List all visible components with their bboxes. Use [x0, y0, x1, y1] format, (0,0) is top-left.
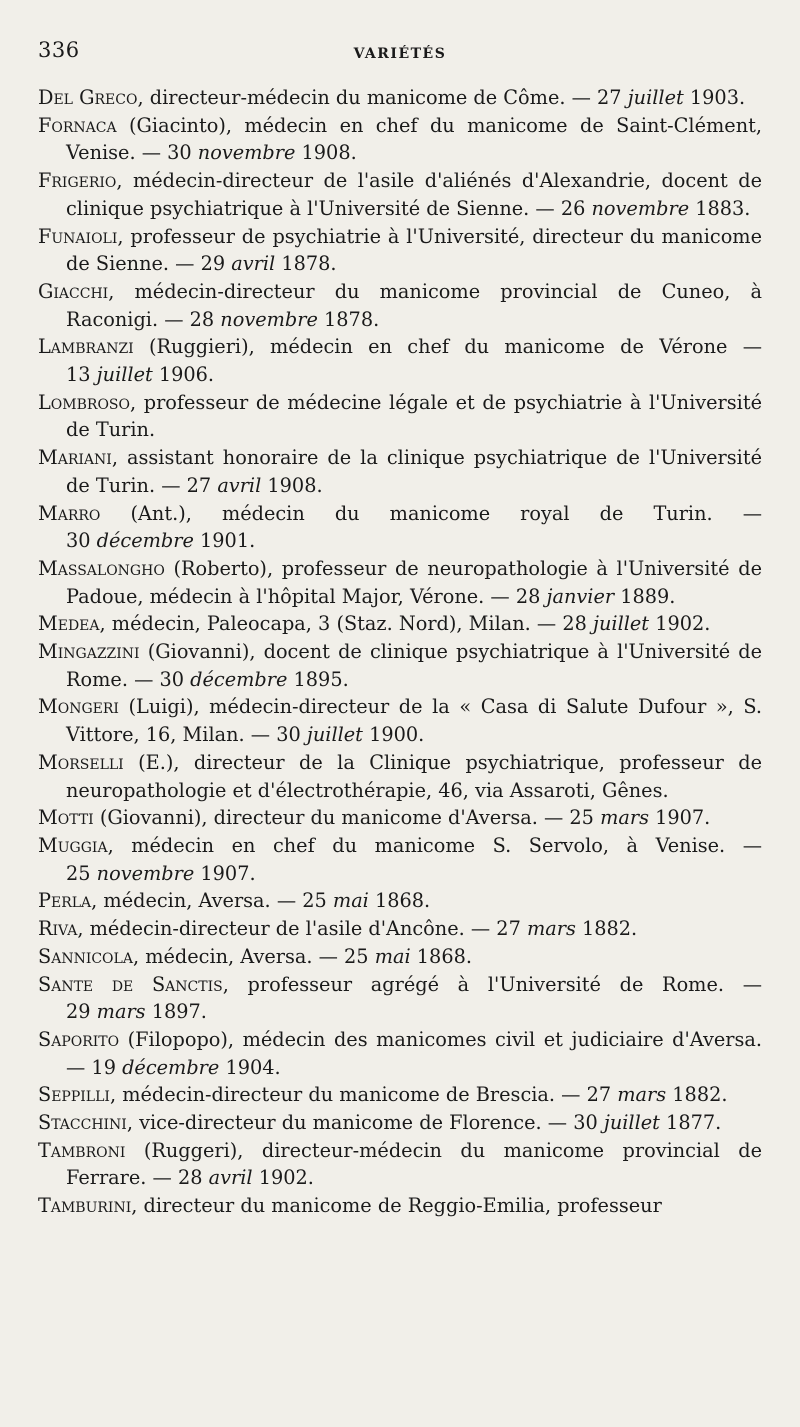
entry-date	[91, 1056, 280, 1079]
entry-date-month: juillet	[593, 612, 650, 636]
entry-date-day: 28	[515, 584, 547, 608]
list-item	[38, 693, 762, 748]
entry-date	[561, 197, 751, 220]
entry-date-month: juillet	[306, 723, 363, 747]
entry-date-day: 30	[66, 529, 97, 553]
entry-date-year: 1868.	[368, 889, 431, 913]
entry-date-day: 25	[569, 806, 601, 830]
entry-text: (Giovanni), directeur du manicome d'Aversa. —	[93, 806, 570, 830]
list-item	[38, 1192, 762, 1220]
entry-date-day: 30	[276, 723, 307, 747]
entry-text: , médecin-directeur de l'asile d'aliénés d'Alexandrie, docent de clinique psychiatrique à l'Université de Sienne. —	[66, 169, 762, 220]
entry-text: , professeur de psychiatrie à l'Université, directeur du manicome de Sienne. —	[66, 224, 762, 276]
entry-text: (Giacinto), médecin en chef du manicome de Saint-Clément, Venise. —	[66, 113, 762, 165]
entry-date-month: mars	[617, 1083, 667, 1107]
entry-name: Saporito	[38, 1027, 120, 1051]
list-item	[38, 638, 762, 693]
list-item	[38, 1081, 762, 1109]
entry-date-year: 1906.	[152, 363, 215, 387]
entry-date-day: 13	[66, 363, 97, 387]
entry-date	[597, 86, 745, 109]
entry-date-year: 1901.	[193, 529, 256, 553]
entry-date-month: novembre	[197, 141, 296, 165]
entry-date	[344, 945, 472, 968]
entry-date-day: 27	[186, 473, 218, 497]
entry-date-day: 25	[66, 861, 97, 885]
entry-date-month: mars	[96, 1000, 146, 1024]
entry-date	[562, 612, 710, 635]
entry-date-month: avril	[208, 1166, 253, 1190]
entry-date-day: 30	[159, 667, 191, 691]
entry-date	[160, 668, 349, 691]
entry-date-year: 1907.	[648, 806, 711, 830]
entry-text: (Ruggeri), directeur-médecin du manicome provincial de Ferrare. —	[66, 1138, 762, 1190]
list-item	[38, 1109, 762, 1137]
list-item	[38, 444, 762, 499]
entry-date-year: 1889.	[614, 584, 676, 608]
list-item	[38, 500, 762, 555]
entry-text: , médecin-directeur du manicome de Brescia. —	[109, 1083, 587, 1107]
entry-name: Massalongho	[38, 556, 165, 580]
entry-text: , médecin, Aversa. —	[132, 944, 345, 968]
entry-date	[569, 806, 710, 829]
entry-text: , professeur agrégé à l'Université de Rome. —	[222, 972, 762, 996]
entry-date-year: 1903.	[683, 86, 746, 109]
entry-name: Fornaca	[38, 113, 117, 137]
list-item	[38, 333, 762, 388]
entry-text: (Filopopo), médecin des manicomes civil et judiciaire d'Aversa. —	[66, 1027, 762, 1079]
entry-date-month: avril	[217, 473, 262, 497]
entry-date-year: 1895.	[287, 667, 349, 691]
entry-date	[187, 474, 323, 497]
entry-date	[201, 252, 337, 275]
entry-name: Mongeri	[38, 695, 119, 719]
entry-text: (Luigi), médecin-directeur de la « Casa di Salute Dufour », S. Vittore, 16, Milan. —	[66, 695, 762, 747]
entry-date	[66, 363, 214, 386]
list-item	[38, 749, 762, 804]
entry-date-year: 1882.	[666, 1083, 728, 1107]
entry-date-year: 1908.	[261, 473, 323, 497]
list-item	[38, 1137, 762, 1192]
entry-date-day: 30	[573, 1111, 604, 1135]
entry-name: Tamburini	[38, 1194, 132, 1218]
entry-date	[587, 1083, 728, 1106]
list-item	[38, 389, 762, 444]
list-item	[38, 1026, 762, 1081]
entry-date-year: 1883.	[689, 196, 751, 220]
entry-date	[66, 529, 255, 552]
entry-text: , vice-directeur du manicome de Florence. —	[126, 1111, 574, 1135]
entry-text: , professeur de médecine légale et de psychiatrie à l'Université de Turin.	[66, 390, 762, 442]
list-item	[38, 971, 762, 1026]
entry-date-year: 1878.	[317, 307, 380, 331]
entry-text: , directeur du manicome de Reggio-Emilia, professeur	[131, 1194, 662, 1218]
entry-text: , assistant honoraire de la clinique psychiatrique de l'Université de Turin. —	[66, 446, 762, 497]
entry-name: Perla	[38, 889, 92, 913]
entry-date	[516, 585, 676, 608]
entry-name: Sante de Sanctis	[38, 972, 223, 996]
list-item	[38, 84, 762, 112]
entry-date-year: 1868.	[410, 944, 472, 968]
entry-date-month: décembre	[190, 667, 288, 691]
entry-date-year: 1900.	[362, 723, 425, 747]
entry-date-month: novembre	[591, 196, 690, 220]
entry-date-year: 1878.	[275, 252, 337, 276]
entry-date-month: juillet	[96, 363, 153, 387]
entry-text: , médecin-directeur du manicome provincial de Cuneo, à Raconigi. —	[66, 279, 762, 331]
entry-date-month: avril	[231, 252, 276, 276]
entry-date-year: 1877.	[659, 1111, 722, 1135]
entry-name: Lombroso	[38, 390, 130, 414]
entry-date	[496, 917, 637, 940]
entry-date-month: juillet	[603, 1111, 660, 1135]
entry-date	[66, 1000, 207, 1023]
list-item	[38, 832, 762, 887]
entry-name: Stacchini	[38, 1111, 127, 1135]
entry-date	[190, 308, 380, 331]
entry-name: Del Greco	[38, 86, 138, 109]
entry-date-month: décembre	[96, 529, 194, 553]
list-item	[38, 943, 762, 971]
entry-date-month: juillet	[627, 86, 684, 109]
entry-date	[276, 723, 424, 746]
entry-text: (Giovanni), docent de clinique psychiatrique à l'Université de Rome. —	[66, 640, 762, 691]
entry-date-month: mars	[526, 917, 576, 941]
entry-date	[573, 1111, 721, 1134]
entry-date-day: 27	[597, 86, 628, 109]
page-number: 336	[38, 38, 80, 62]
entry-date-day: 27	[586, 1083, 618, 1107]
entry-date-year: 1902.	[252, 1166, 314, 1190]
entry-name: Mariani	[38, 446, 112, 470]
entry-name: Muggia	[38, 833, 108, 857]
entry-date	[167, 141, 357, 164]
entry-date-day: 25	[344, 944, 375, 968]
entry-date-year: 1882.	[575, 917, 638, 941]
entry-date-day: 30	[167, 141, 198, 165]
entry-name: Sannicola	[38, 944, 133, 968]
entry-text: , directeur-médecin du manicome de Côme. —	[137, 86, 598, 109]
entry-name: Morselli	[38, 750, 124, 774]
list-item	[38, 223, 762, 278]
entry-name: Tambroni	[38, 1138, 126, 1162]
entry-list	[38, 84, 762, 1220]
list-item	[38, 112, 762, 167]
entry-text: (Ruggieri), médecin en chef du manicome de Vérone —	[133, 335, 762, 359]
list-item	[38, 278, 762, 333]
list-item	[38, 915, 762, 943]
entry-text: (Ant.), médecin du manicome royal de Turin. —	[100, 501, 762, 525]
page-header	[38, 38, 762, 84]
entry-date-month: mai	[332, 889, 369, 913]
entry-date-day: 29	[200, 252, 232, 276]
entry-name: Funaioli	[38, 224, 118, 248]
entry-date-year: 1904.	[219, 1055, 281, 1079]
entry-date-year: 1897.	[145, 1000, 207, 1024]
list-item	[38, 167, 762, 222]
entry-text: , médecin en chef du manicome S. Servolo, à Venise. —	[107, 833, 762, 857]
entry-date-month: mai	[374, 944, 411, 968]
list-item	[38, 804, 762, 832]
entry-name: Mingazzini	[38, 640, 140, 664]
list-item	[38, 555, 762, 610]
entry-date-day: 19	[91, 1055, 123, 1079]
entry-date-day: 26	[560, 196, 592, 220]
entry-name: Lambranzi	[38, 335, 134, 359]
list-item	[38, 610, 762, 638]
entry-text: , médecin-directeur de l'asile d'Ancône. —	[77, 917, 497, 941]
entry-text: (Roberto), professeur de neuropathologie à l'Université de Padoue, médecin à l'hôpital Major, Vérone. —	[66, 556, 762, 608]
entry-text: (E.), directeur de la Clinique psychiatrique, professeur de neuropathologie et d'électrothérapie, 46, via Assaroti, Gênes.	[66, 750, 762, 802]
entry-name: Motti	[38, 806, 94, 830]
entry-name: Riva	[38, 917, 78, 941]
entry-name: Marro	[38, 501, 101, 525]
entry-name: Medea	[38, 612, 100, 636]
entry-date-day: 28	[562, 612, 593, 636]
entry-date-day: 25	[302, 889, 333, 913]
entry-date	[178, 1166, 314, 1189]
entry-date-month: décembre	[122, 1055, 220, 1079]
entry-name: Giacchi	[38, 279, 109, 303]
entry-date-day: 28	[177, 1166, 209, 1190]
entry-date-year: 1902.	[649, 612, 711, 636]
entry-date-day: 29	[66, 1000, 97, 1024]
entry-date-month: novembre	[220, 307, 318, 331]
entry-date-day: 28	[189, 307, 221, 331]
entry-date-year: 1908.	[295, 141, 357, 165]
entry-date-month: janvier	[546, 584, 615, 608]
entry-date	[66, 862, 256, 885]
entry-date-month: novembre	[96, 861, 195, 885]
running-head: VARIÉTÉS	[353, 46, 447, 62]
entry-date-year: 1907.	[194, 861, 256, 885]
list-item	[38, 887, 762, 915]
entry-name: Frigerio	[38, 169, 117, 193]
entry-date-day: 27	[496, 917, 527, 941]
entry-date-month: mars	[600, 806, 649, 830]
entry-text: , médecin, Aversa. —	[91, 889, 303, 913]
entry-name: Seppilli	[38, 1083, 110, 1107]
entry-text: , médecin, Paleocapa, 3 (Staz. Nord), Milan. —	[99, 612, 563, 636]
entry-date	[302, 889, 430, 912]
